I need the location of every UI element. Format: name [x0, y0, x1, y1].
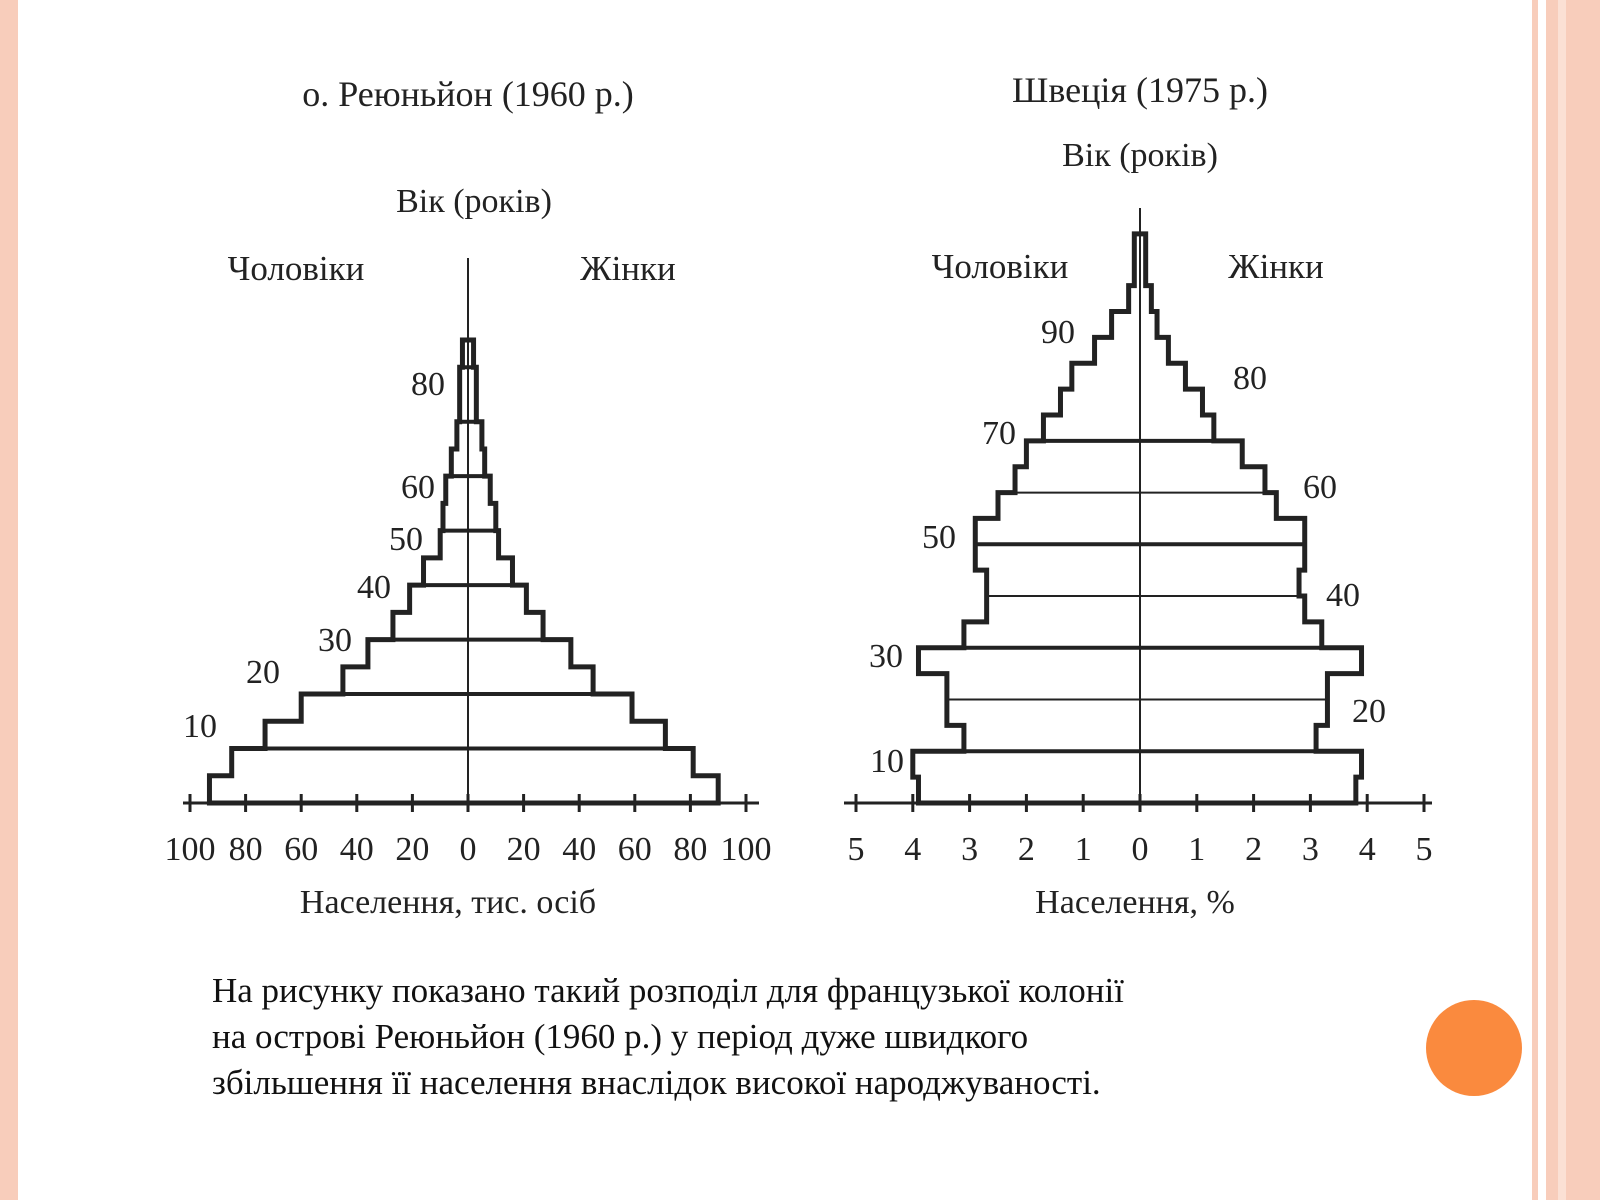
- caption-line-3: збільшення її населення внаслідок високої народжуваності.: [212, 1063, 1101, 1102]
- chart-2-series-women: [1140, 234, 1362, 803]
- chart-2-age-label: 90: [1041, 314, 1075, 351]
- chart-2-x-tick-label: 1: [1188, 831, 1206, 868]
- chart-2-x-tick-label: 2: [1245, 831, 1263, 868]
- chart-1-x-tick-label: 100: [164, 831, 216, 868]
- chart-1-x-tick-label: 20: [506, 831, 541, 868]
- chart-1-title: о. Реюньйон (1960 р.): [302, 74, 634, 114]
- chart-2-legend-women: Жінки: [1228, 247, 1324, 286]
- chart-1-x-tick-label: 60: [617, 831, 652, 868]
- chart-1-age-label: 10: [183, 708, 217, 745]
- chart-1-age-label: 20: [246, 654, 280, 691]
- chart-1-x-tick-label: 100: [720, 831, 772, 868]
- chart-2-age-label: 20: [1352, 693, 1386, 730]
- chart-1-legend-women: Жінки: [580, 249, 676, 288]
- caption-line-2: на острові Реюньйон (1960 р.) у період дуже швидкого: [212, 1017, 1029, 1056]
- chart-2-x-tick-label: 3: [961, 831, 979, 868]
- chart-1-age-label: 40: [357, 569, 391, 606]
- slide-caption: [212, 968, 1412, 1106]
- chart-1-series-men: [209, 340, 468, 803]
- chart-1-age-label: 50: [389, 521, 423, 558]
- chart-2-age-label: 70: [982, 415, 1016, 452]
- chart-2-age-label: 30: [869, 638, 903, 675]
- chart-1-x-tick-label: 0: [459, 831, 477, 868]
- chart-2-x-tick-label: 4: [1358, 831, 1376, 868]
- chart-1-x-axis-label: Населення, тис. осіб: [299, 884, 597, 921]
- chart-1-x-tick-label: 80: [228, 831, 263, 868]
- chart-2-x-tick-label: 2: [1017, 831, 1035, 868]
- chart-2-age-label: 80: [1233, 360, 1267, 397]
- chart-1-age-label: 60: [401, 469, 435, 506]
- chart-2-x-tick-label: 1: [1074, 831, 1092, 868]
- chart-1-series-women: [468, 340, 718, 803]
- chart-2-x-axis-label: Населення, %: [1035, 884, 1235, 921]
- chart-2-y-axis-label: Вік (років): [1062, 137, 1218, 174]
- chart-2-legend-men: Чоловіки: [931, 247, 1069, 286]
- chart-2-x-tick-label: 0: [1131, 831, 1149, 868]
- chart-1-y-axis-label: Вік (років): [396, 183, 552, 220]
- chart-2-age-label: 10: [870, 743, 904, 780]
- accent-dot: [1426, 1000, 1522, 1096]
- chart-2-title: Швеція (1975 р.): [1012, 70, 1268, 110]
- chart-2-x-tick-label: 5: [1415, 831, 1433, 868]
- chart-2-age-label: 40: [1326, 577, 1360, 614]
- chart-1-age-label: 80: [411, 366, 445, 403]
- chart-1-x-tick-label: 80: [673, 831, 708, 868]
- chart-2-x-tick-label: 4: [904, 831, 922, 868]
- chart-1-x-tick-label: 60: [284, 831, 319, 868]
- chart-1-x-tick-label: 40: [562, 831, 597, 868]
- chart-2-x-tick-label: 5: [847, 831, 865, 868]
- chart-1-legend-men: Чоловіки: [227, 249, 365, 288]
- chart-2-age-label: 60: [1303, 469, 1337, 506]
- chart-1-age-label: 30: [318, 622, 352, 659]
- chart-1-x-tick-label: 20: [395, 831, 430, 868]
- caption-line-1: На рисунку показано такий розподіл для французької колонії: [212, 971, 1124, 1010]
- chart-2-age-label: 50: [922, 519, 956, 556]
- chart-2-x-tick-label: 3: [1301, 831, 1319, 868]
- chart-1-x-tick-label: 40: [339, 831, 374, 868]
